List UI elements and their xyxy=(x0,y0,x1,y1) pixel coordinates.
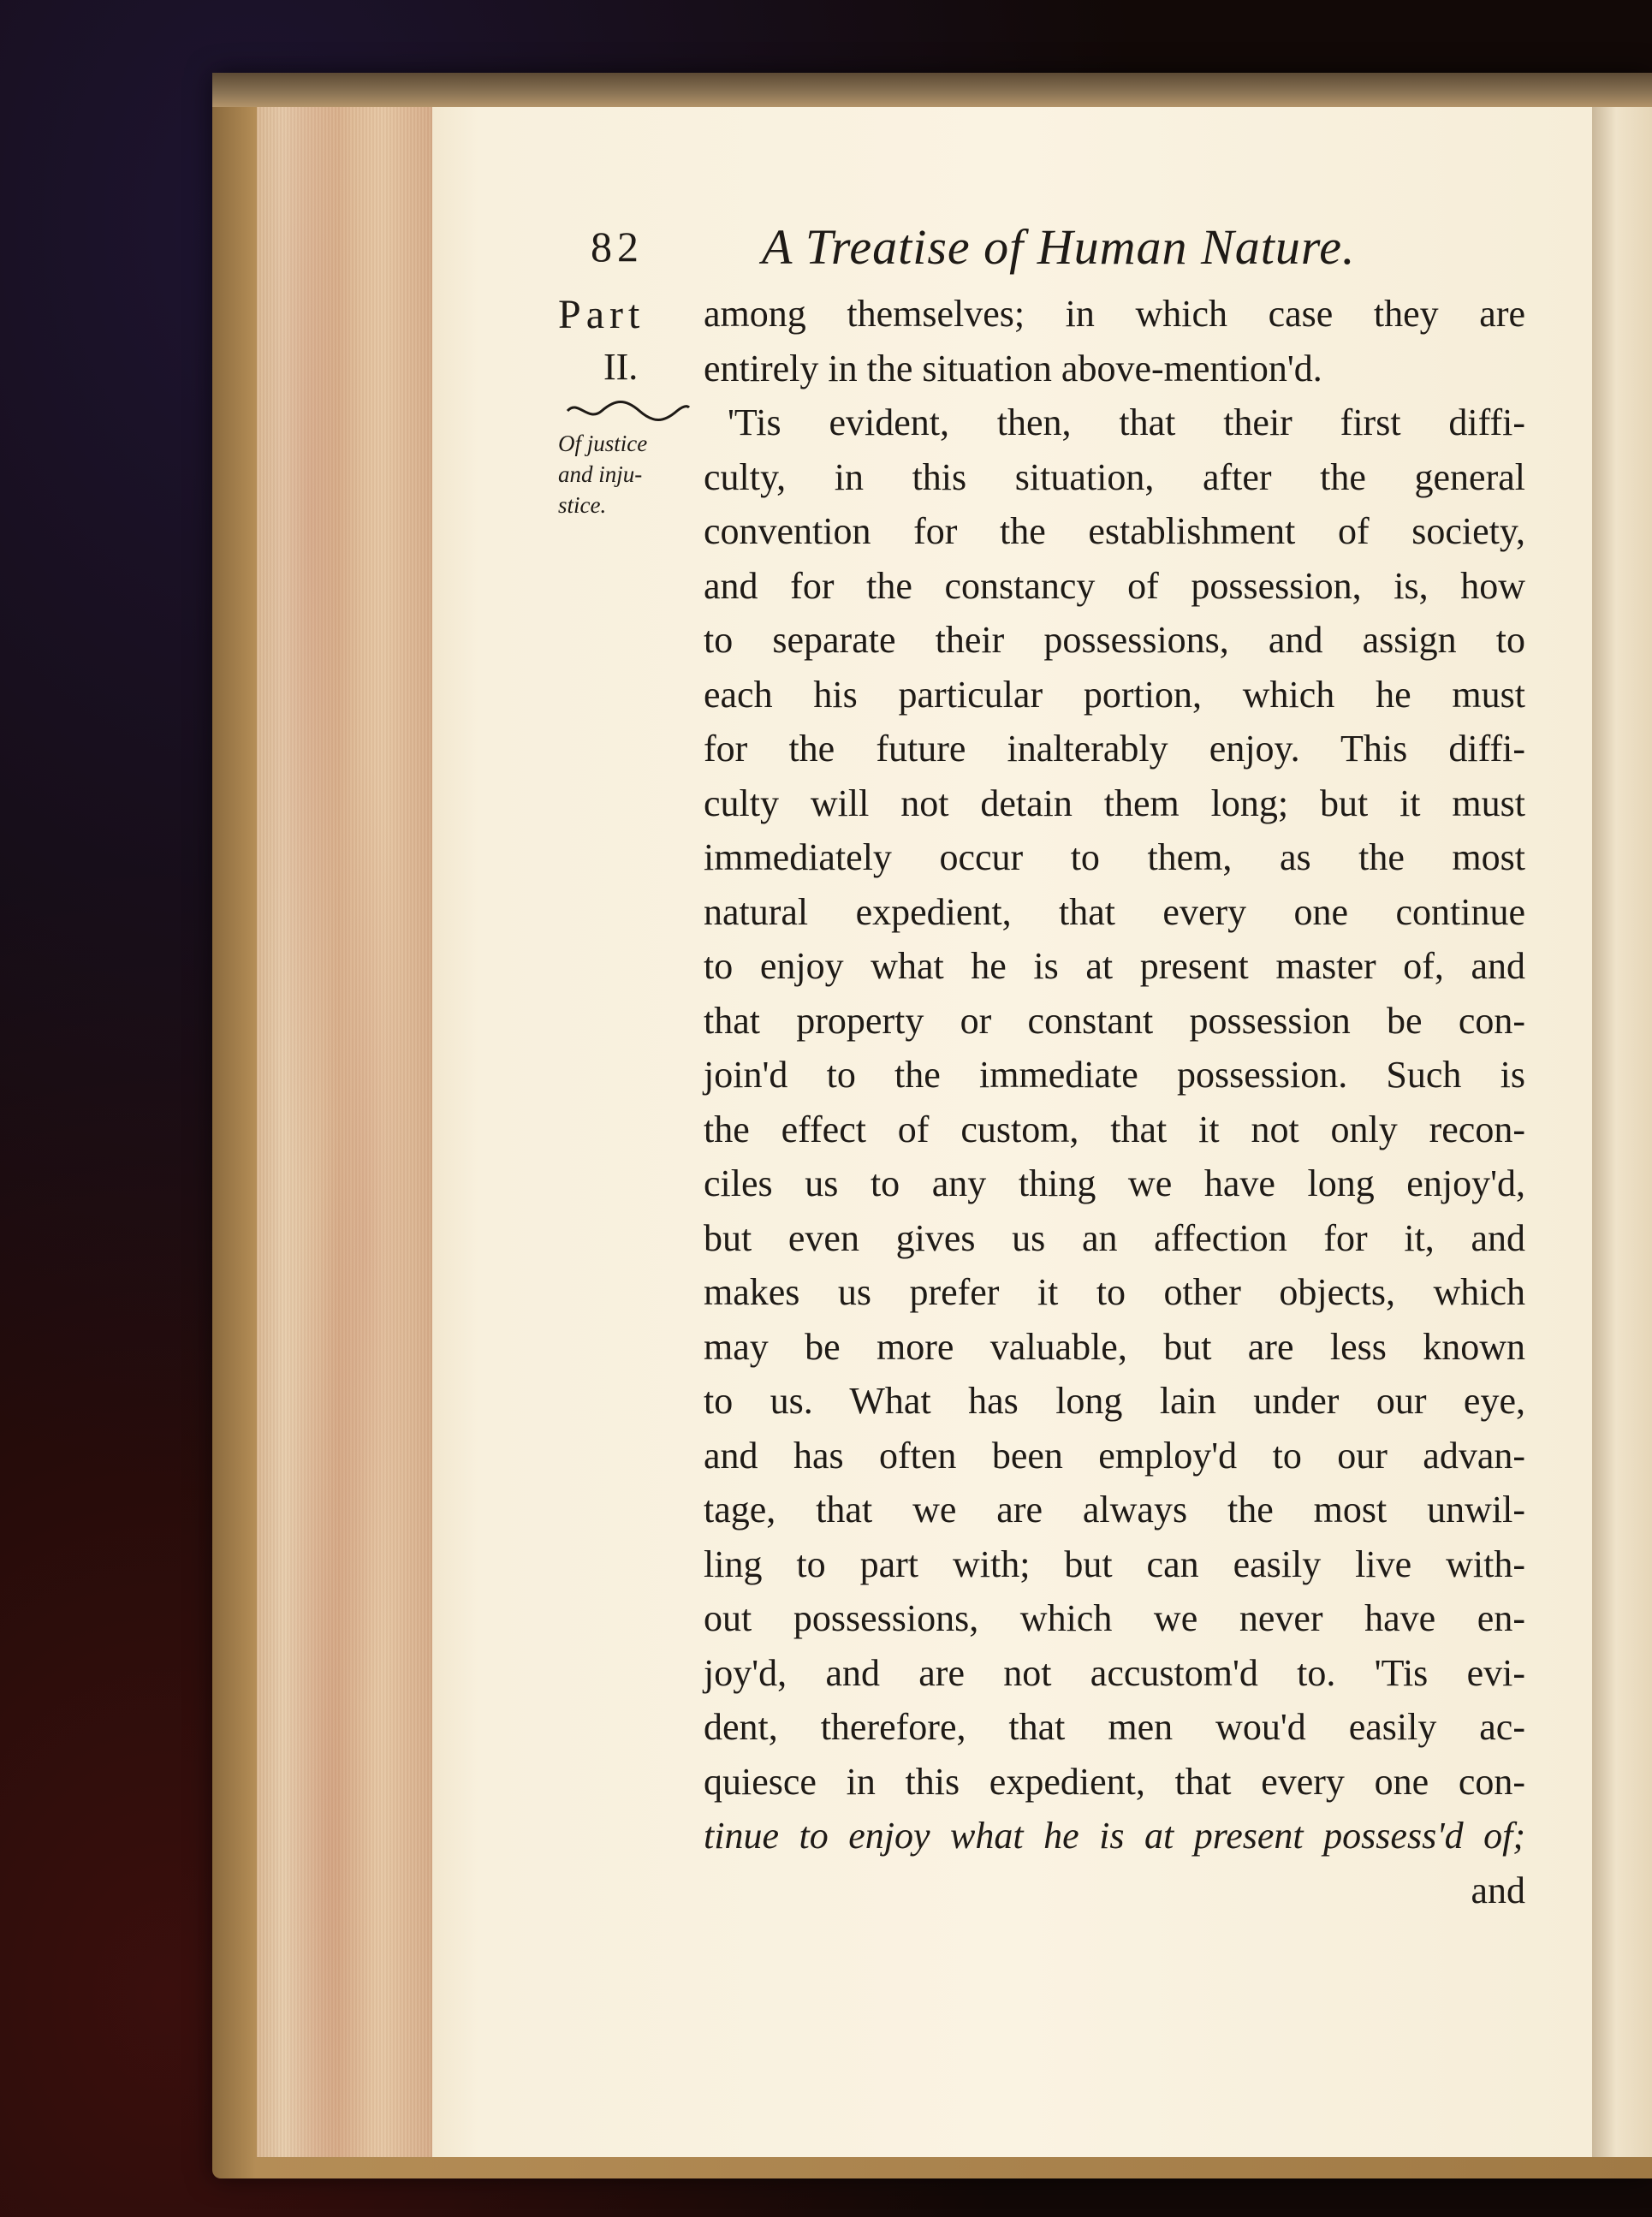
text-line: tinue to enjoy what he is at present possess'd of; xyxy=(704,1815,1525,1857)
cover-top-edge xyxy=(212,73,1652,107)
text-line: join'd to the immediate possession. Such is xyxy=(704,1054,1525,1096)
text-line: among themselves; in which case they are xyxy=(704,293,1525,335)
text-line: 'Tis evident, then, that their first diffi- xyxy=(728,401,1525,443)
text-line: to us. What has long lain under our eye, xyxy=(704,1380,1525,1422)
text-line: quiesce in this expedient, that every one con- xyxy=(704,1760,1525,1803)
text-line: makes us prefer it to other objects, which xyxy=(704,1271,1525,1313)
page-number: 82 xyxy=(591,223,644,270)
text-line: to enjoy what he is at present master of, and xyxy=(704,945,1525,987)
text-line: culty will not detain them long; but it must xyxy=(704,782,1525,824)
page-header xyxy=(591,218,1558,287)
text-line: the effect of custom, that it not only recon- xyxy=(704,1108,1525,1150)
text-line: may be more valuable, but are less known xyxy=(704,1325,1525,1368)
text-line: ciles us to any thing we have long enjoy'd, xyxy=(704,1162,1525,1204)
text-line: ling to part with; but can easily live with- xyxy=(704,1542,1525,1585)
text-line: immediately occur to them, as the most xyxy=(704,836,1525,878)
facing-page-edge xyxy=(1592,107,1652,2157)
text-line: and for the constancy of possession, is, how xyxy=(704,564,1525,607)
running-title: A Treatise of Human Nature. xyxy=(762,219,1356,275)
text-line: to separate their possessions, and assign to xyxy=(704,619,1525,661)
text-line: dent, therefore, that men wou'd easily ac- xyxy=(704,1706,1525,1748)
marginal-note-line: stice. xyxy=(558,492,607,518)
text-line: out possessions, which we never have en- xyxy=(704,1597,1525,1639)
part-label-text: Part xyxy=(558,292,645,337)
marginal-note-line: and inju- xyxy=(558,461,643,487)
text-line: each his particular portion, which he must xyxy=(704,673,1525,716)
page-edges xyxy=(257,107,437,2157)
text-line: natural expedient, that every one continue xyxy=(704,890,1525,933)
text-line: joy'd, and are not accustom'd to. 'Tis evi- xyxy=(704,1651,1525,1694)
text-line: but even gives us an affection for it, and xyxy=(704,1216,1525,1259)
text-line: tage, that we are always the most unwil- xyxy=(704,1489,1525,1531)
text-line: that property or constant possession be con- xyxy=(704,999,1525,1042)
marginal-note xyxy=(558,428,695,520)
text-line: entirely in the situation above-mention'd. xyxy=(704,347,1322,389)
text-line: convention for the establishment of society, xyxy=(704,510,1525,552)
ornament-swash xyxy=(561,395,698,426)
body-text xyxy=(704,287,1525,1917)
text-line: culty, in this situation, after the general xyxy=(704,455,1525,498)
part-number: II. xyxy=(603,346,639,388)
part-label xyxy=(558,291,695,338)
text-line: and has often been employ'd to our advan- xyxy=(704,1434,1525,1477)
text-line: for the future inalterably enjoy. This diffi- xyxy=(704,728,1525,770)
catchword: and xyxy=(1471,1869,1525,1911)
marginal-note-line: Of justice xyxy=(558,431,648,456)
